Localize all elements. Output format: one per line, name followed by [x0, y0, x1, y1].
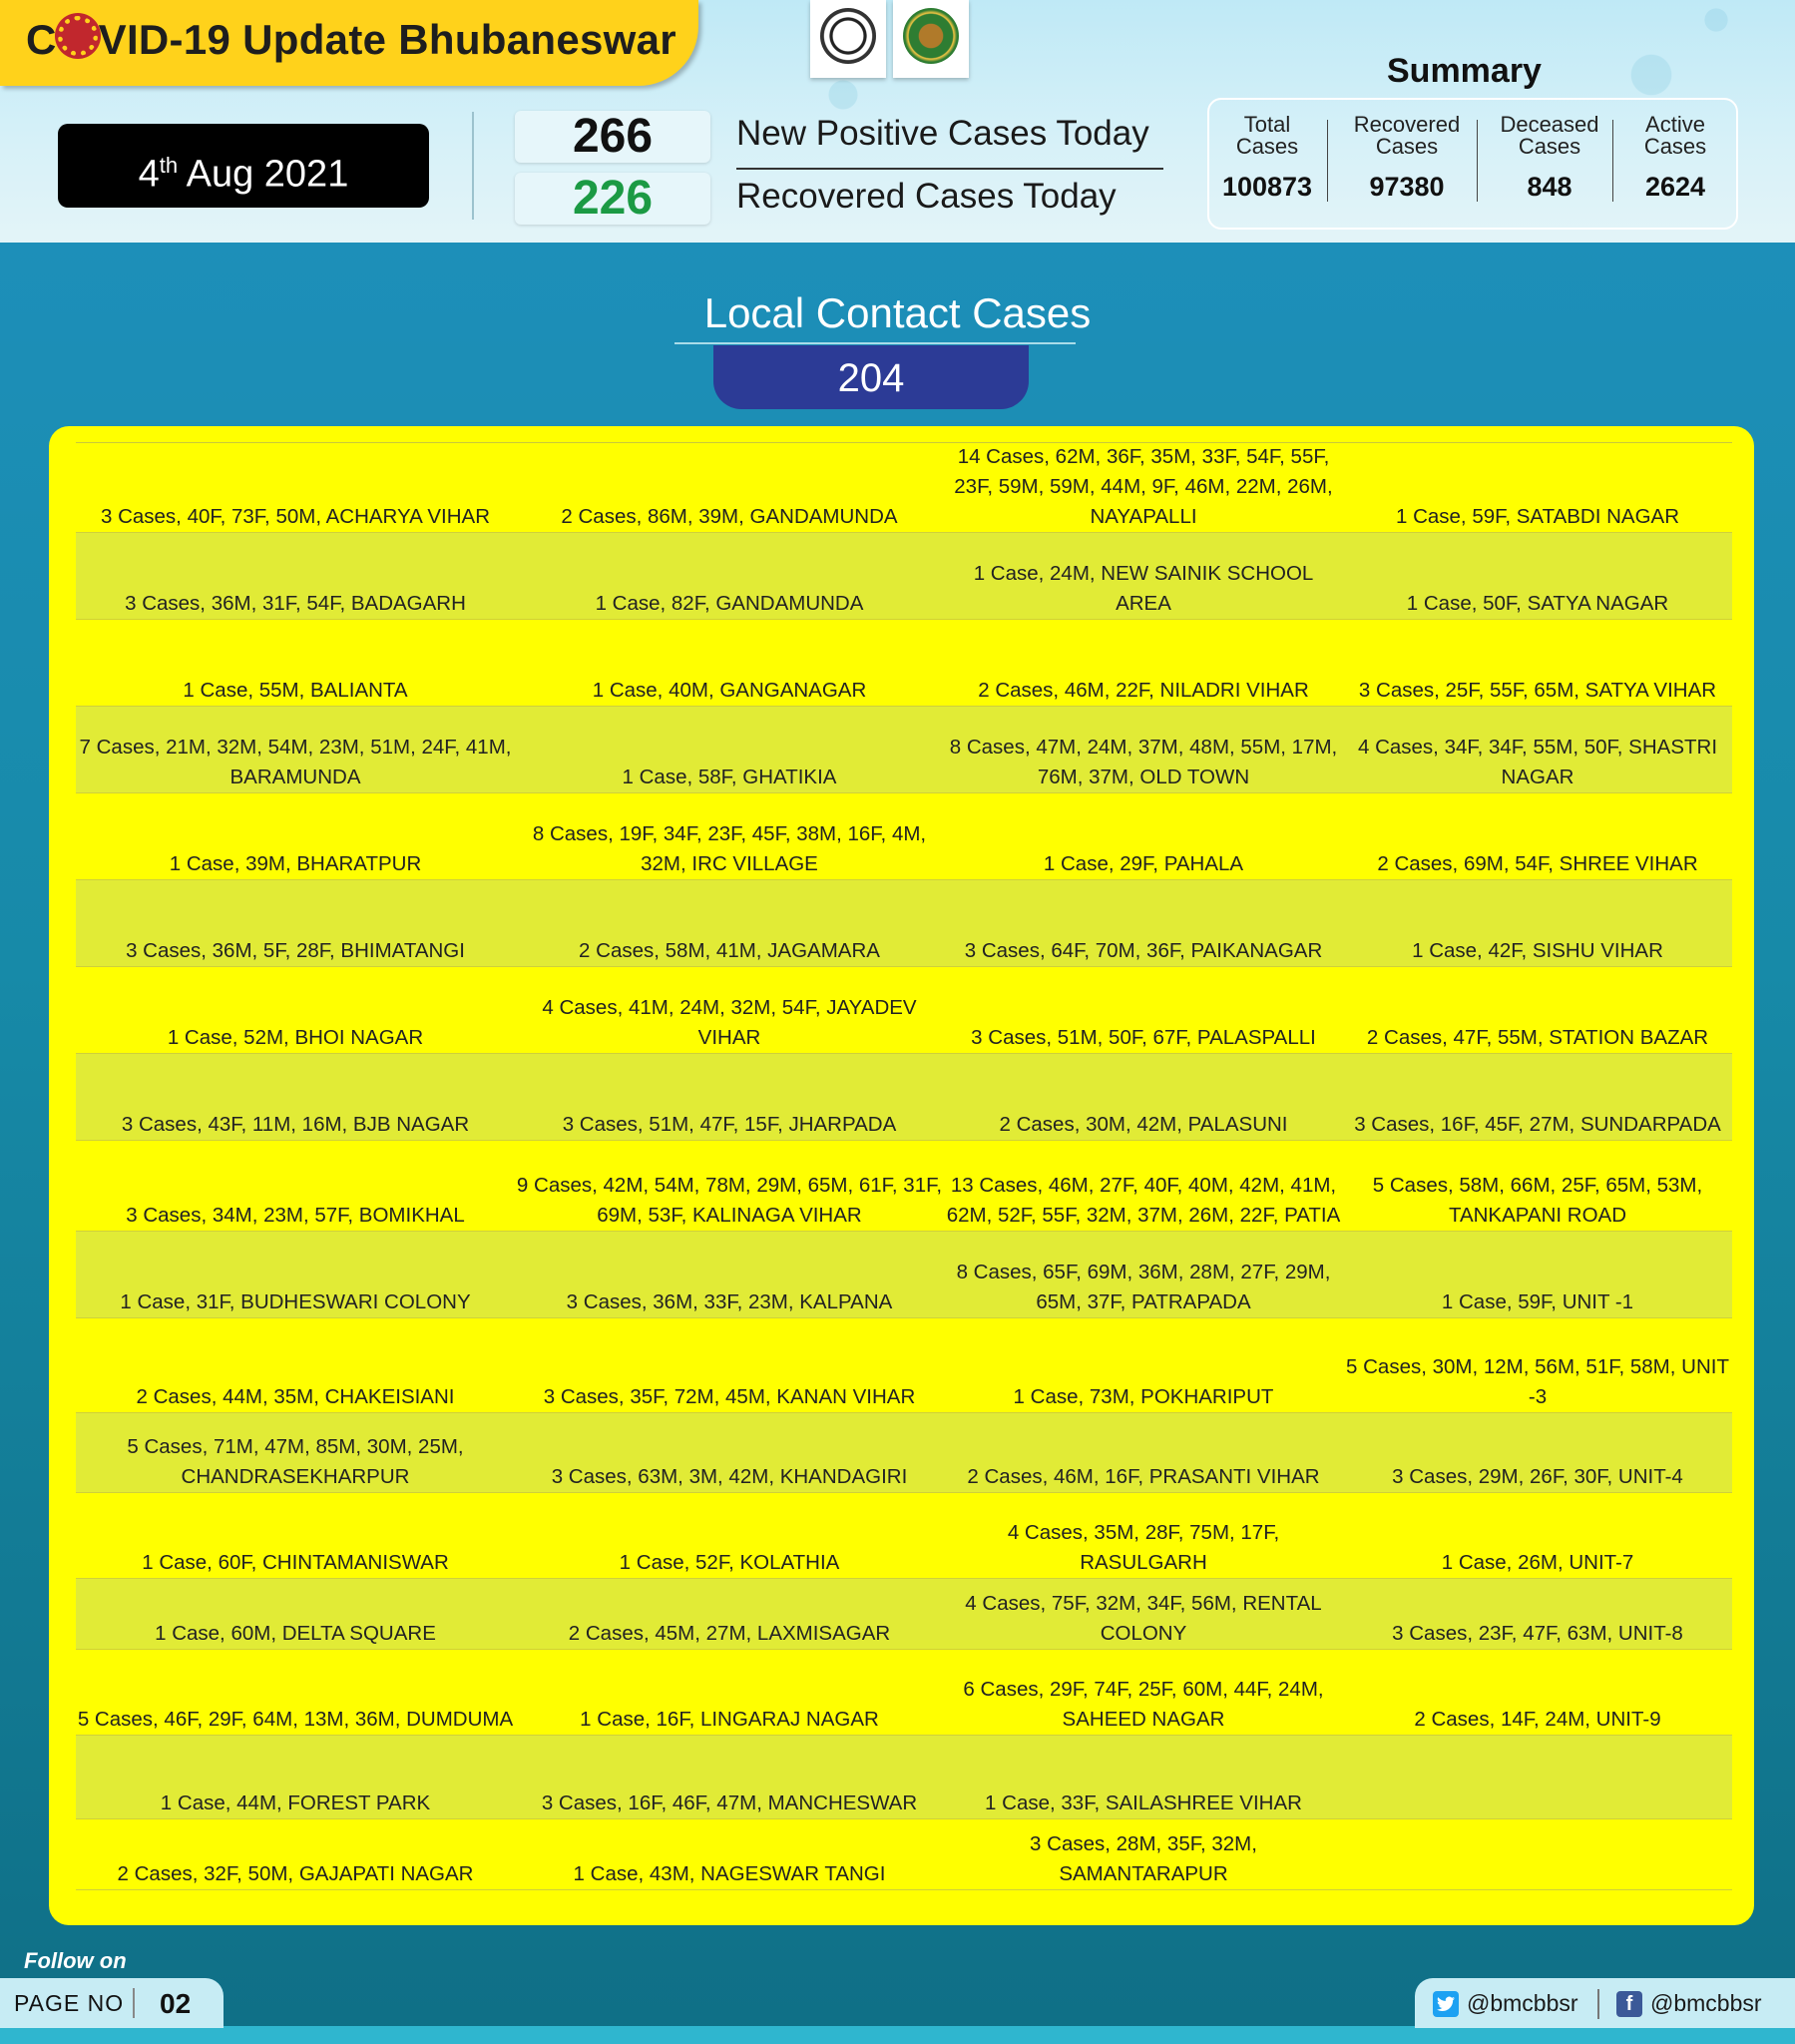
- table-cell: 4 Cases, 35M, 28F, 75M, 17F, RASULGARH: [1007, 1521, 1280, 1574]
- table-cell: 3 Cases, 16F, 45F, 27M, SUNDARPADA: [1354, 1113, 1721, 1136]
- table-cell: 1 Case, 16F, LINGARAJ NAGAR: [580, 1708, 879, 1731]
- table-cell: 1 Case, 40M, GANGANAGAR: [592, 679, 867, 702]
- summary-divider: [1327, 120, 1328, 202]
- recovered-count: 226: [515, 173, 710, 225]
- table-cell: 3 Cases, 51M, 47F, 15F, JHARPADA: [562, 1113, 897, 1136]
- table-cell: 3 Cases, 36M, 31F, 54F, BADAGARH: [125, 592, 466, 615]
- table-cell: 2 Cases, 46M, 22F, NILADRI VIHAR: [978, 679, 1309, 702]
- table-cell: 5 Cases, 58M, 66M, 25F, 65M, 53M, TANKAPANI ROAD: [1372, 1174, 1703, 1227]
- table-cell: 1 Case, 29F, PAHALA: [1043, 852, 1244, 875]
- page-number-tab: [0, 1978, 224, 2028]
- table-cell: 1 Case, 60M, DELTA SQUARE: [155, 1622, 436, 1645]
- cases-table: [76, 442, 1732, 1890]
- table-cell: 3 Cases, 43F, 11M, 16M, BJB NAGAR: [121, 1113, 470, 1136]
- table-cell: 3 Cases, 28M, 35F, 32M, SAMANTARAPUR: [1030, 1832, 1257, 1885]
- page-title: C VID-19 Update Bhubaneswar: [26, 16, 676, 63]
- table-row: [76, 443, 1732, 533]
- table-row: [76, 967, 1732, 1054]
- footer-strip: [0, 2026, 1795, 2044]
- table-row: [76, 1232, 1732, 1318]
- table-cell: 8 Cases, 19F, 34F, 23F, 45F, 38M, 16F, 4M, 32M, IRC VILLAGE: [532, 822, 927, 875]
- table-row: [76, 1318, 1732, 1413]
- date-badge: 4th Aug 2021: [58, 124, 429, 208]
- table-cell: 2 Cases, 44M, 35M, CHAKEISIANI: [136, 1385, 455, 1408]
- table-cell: 3 Cases, 29M, 26F, 30F, UNIT-4: [1392, 1465, 1683, 1488]
- table-cell: 1 Case, 43M, NAGESWAR TANGI: [573, 1862, 886, 1885]
- page-number: 02: [160, 1988, 192, 2019]
- table-cell: 1 Case, 44M, FOREST PARK: [160, 1791, 431, 1814]
- table-cell: 3 Cases, 36M, 5F, 28F, BHIMATANGI: [126, 939, 465, 962]
- table-cell: 1 Case, 52F, KOLATHIA: [619, 1551, 840, 1574]
- table-cell: 3 Cases, 16F, 46F, 47M, MANCHESWAR: [541, 1791, 918, 1814]
- summary-deceased: Deceased Cases 848: [1500, 112, 1599, 202]
- table-cell: 1 Case, 59F, SATABDI NAGAR: [1395, 505, 1680, 528]
- table-cell: 1 Case, 60F, CHINTAMANISWAR: [142, 1551, 449, 1574]
- table-cell: 9 Cases, 42M, 54M, 78M, 29M, 65M, 61F, 31F, 69M, 53F, KALINAGA VIHAR: [516, 1174, 943, 1227]
- header: [0, 0, 1795, 243]
- social-separator: [1597, 1989, 1599, 2019]
- table-row: [76, 793, 1732, 880]
- table-cell: 2 Cases, 14F, 24M, UNIT-9: [1414, 1708, 1661, 1731]
- section-title-underline: [674, 342, 1076, 344]
- table-row: [76, 1141, 1732, 1232]
- follow-label: Follow on: [24, 1948, 127, 1973]
- facebook-icon[interactable]: f: [1616, 1991, 1642, 2017]
- table-cell: 3 Cases, 36M, 33F, 23M, KALPANA: [566, 1290, 893, 1313]
- table-cell: 4 Cases, 41M, 24M, 32M, 54F, JAYADEV VIHAR: [542, 996, 917, 1049]
- table-cell: 3 Cases, 64F, 70M, 36F, PAIKANAGAR: [964, 939, 1323, 962]
- virus-icon: [58, 16, 98, 56]
- table-cell: 1 Case, 24M, NEW SAINIK SCHOOL AREA: [973, 562, 1314, 615]
- table-cell: 5 Cases, 30M, 12M, 56M, 51F, 58M, UNIT -3: [1346, 1355, 1729, 1408]
- table-cell: 2 Cases, 47F, 55M, STATION BAZAR: [1366, 1026, 1709, 1049]
- table-cell: 4 Cases, 34F, 34F, 55M, 50F, SHASTRI NAGAR: [1357, 736, 1718, 788]
- table-cell: 1 Case, 59F, UNIT -1: [1441, 1290, 1634, 1313]
- table-row: [76, 1579, 1732, 1650]
- cases-panel: [49, 426, 1754, 1925]
- new-positive-count: 266: [515, 111, 710, 163]
- table-row: [76, 707, 1732, 793]
- table-cell: 3 Cases, 23F, 47F, 63M, UNIT-8: [1392, 1622, 1683, 1645]
- table-cell: 5 Cases, 71M, 47M, 85M, 30M, 25M, CHANDRASEKHARPUR: [127, 1435, 464, 1488]
- table-row: [76, 533, 1732, 620]
- table-cell: 13 Cases, 46M, 27F, 40F, 40M, 42M, 41M, 62M, 52F, 55F, 32M, 37M, 26M, 22F, PATIA: [946, 1174, 1341, 1227]
- table-cell: 1 Case, 73M, POKHARIPUT: [1013, 1385, 1274, 1408]
- new-positive-label: New Positive Cases Today: [736, 114, 1149, 153]
- table-cell: 4 Cases, 75F, 32M, 34F, 56M, RENTAL COLONY: [965, 1592, 1322, 1645]
- table-cell: 3 Cases, 34M, 23M, 57F, BOMIKHAL: [126, 1204, 465, 1227]
- table-cell: 2 Cases, 58M, 41M, JAGAMARA: [579, 939, 880, 962]
- table-row: [76, 1819, 1732, 1890]
- table-cell: 1 Case, 31F, BUDHESWARI COLONY: [120, 1290, 471, 1313]
- table-row: [76, 1413, 1732, 1493]
- table-cell: 3 Cases, 63M, 3M, 42M, KHANDAGIRI: [551, 1465, 908, 1488]
- twitter-handle[interactable]: @bmcbbsr: [1467, 1990, 1578, 2016]
- table-cell: 1 Case, 33F, SAILASHREE VIHAR: [985, 1791, 1302, 1814]
- page-label: PAGE NO: [14, 1990, 125, 2016]
- odisha-govt-logo: [810, 0, 886, 78]
- table-cell: 8 Cases, 65F, 69M, 36M, 28M, 27F, 29M, 65M, 37F, PATRAPADA: [956, 1261, 1331, 1313]
- summary-total: Total Cases 100873: [1221, 112, 1313, 202]
- label-divider: [736, 168, 1163, 170]
- facebook-handle[interactable]: @bmcbbsr: [1650, 1990, 1762, 2016]
- table-cell: 2 Cases, 30M, 42M, PALASUNI: [999, 1113, 1288, 1136]
- section-count-pill: 204: [713, 345, 1029, 409]
- table-cell: 14 Cases, 62M, 36F, 35M, 33F, 54F, 55F, 23F, 59M, 59M, 44M, 9F, 46M, 22M, 26M, NAYAPALLI: [954, 445, 1333, 528]
- social-handles: [1415, 1978, 1795, 2028]
- table-row: [76, 1736, 1732, 1819]
- recovered-label: Recovered Cases Today: [736, 177, 1117, 216]
- table-cell: 2 Cases, 69M, 54F, SHREE VIHAR: [1377, 852, 1698, 875]
- header-divider: [472, 112, 474, 220]
- table-cell: 2 Cases, 45M, 27M, LAXMISAGAR: [568, 1622, 891, 1645]
- virus-decoration-icon: [1696, 0, 1736, 40]
- table-row: [76, 1054, 1732, 1141]
- table-row: [76, 1493, 1732, 1579]
- table-row: [76, 880, 1732, 967]
- table-cell: 1 Case, 82F, GANDAMUNDA: [595, 592, 864, 615]
- summary-active: Active Cases 2624: [1643, 112, 1707, 202]
- table-cell: 2 Cases, 32F, 50M, GAJAPATI NAGAR: [117, 1862, 474, 1885]
- title-band: [0, 0, 698, 86]
- table-cell: 3 Cases, 40F, 73F, 50M, ACHARYA VIHAR: [100, 505, 491, 528]
- table-cell: 1 Case, 42F, SISHU VIHAR: [1412, 939, 1663, 962]
- table-cell: 1 Case, 55M, BALIANTA: [183, 679, 408, 702]
- table-cell: 3 Cases, 25F, 55F, 65M, SATYA VIHAR: [1358, 679, 1717, 702]
- summary-title: Summary: [1387, 52, 1542, 90]
- table-cell: 1 Case, 39M, BHARATPUR: [169, 852, 422, 875]
- summary-recovered: Recovered Cases 97380: [1353, 112, 1461, 202]
- table-cell: 8 Cases, 47M, 24M, 37M, 48M, 55M, 17M, 76M, 37M, OLD TOWN: [949, 736, 1338, 788]
- table-row: [76, 1650, 1732, 1736]
- section-title: Local Contact Cases: [703, 289, 1092, 336]
- table-cell: 1 Case, 52M, BHOI NAGAR: [167, 1026, 424, 1049]
- table-row: [76, 620, 1732, 707]
- table-cell: 3 Cases, 51M, 50F, 67F, PALASPALLI: [971, 1026, 1316, 1049]
- summary-divider: [1477, 120, 1478, 202]
- table-cell: 6 Cases, 29F, 74F, 25F, 60M, 44F, 24M, SAHEED NAGAR: [963, 1678, 1324, 1731]
- summary-box: [1207, 98, 1738, 230]
- table-cell: 7 Cases, 21M, 32M, 54M, 23M, 51M, 24F, 41M, BARAMUNDA: [79, 736, 512, 788]
- table-cell: 1 Case, 50F, SATYA NAGAR: [1406, 592, 1669, 615]
- table-cell: 2 Cases, 86M, 39M, GANDAMUNDA: [561, 505, 898, 528]
- bmc-logo: [893, 0, 969, 78]
- table-cell: 2 Cases, 46M, 16F, PRASANTI VIHAR: [967, 1465, 1320, 1488]
- table-cell: 1 Case, 58F, GHATIKIA: [622, 766, 837, 788]
- table-cell: 3 Cases, 35F, 72M, 45M, KANAN VIHAR: [543, 1385, 916, 1408]
- table-cell: 1 Case, 26M, UNIT-7: [1441, 1551, 1634, 1574]
- summary-divider: [1612, 120, 1613, 202]
- table-cell: 5 Cases, 46F, 29F, 64M, 13M, 36M, DUMDUMA: [77, 1708, 514, 1731]
- page-separator: [133, 1988, 135, 2018]
- twitter-icon[interactable]: [1433, 1991, 1459, 2017]
